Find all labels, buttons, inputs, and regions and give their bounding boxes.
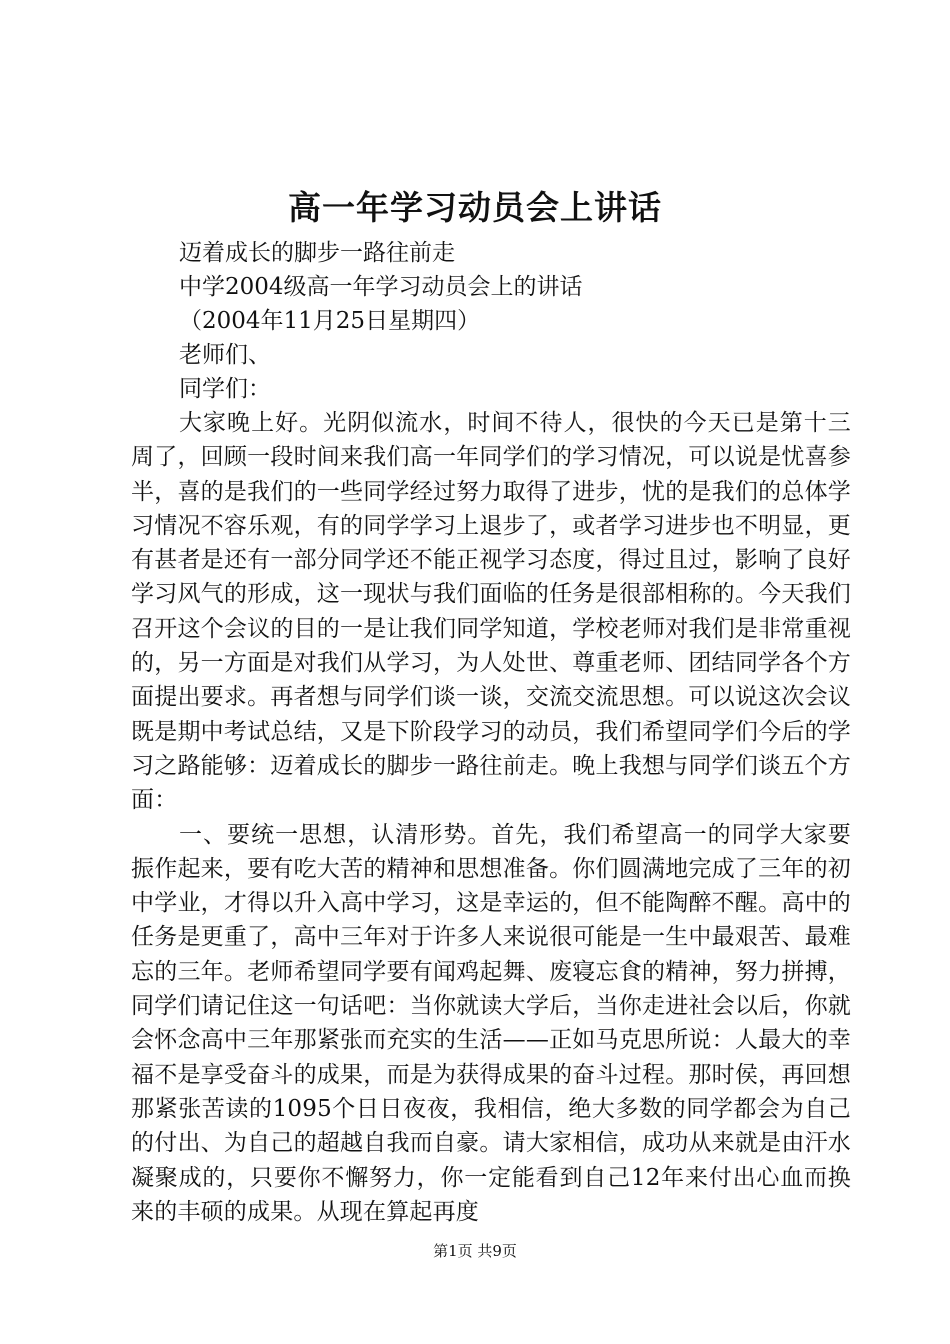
document-title: 高一年学习动员会上讲话 <box>288 188 662 227</box>
salutation-teachers: 老师们、 <box>179 342 271 368</box>
speech-occasion-line: 中学2004级高一年学习动员会上的讲话 <box>179 274 583 300</box>
body-paragraph: 一、要统一思想，认清形势。首先，我们希望高一的同学大家要振作起来，要有吃大苦的精神和思想准备。你们圆满地完成了三年的初中学业，才得以升入高中学习，这是幸运的，但不能陶醉不醒。高中的任务是更重了，高中三年对于许多人来说很可能是一生中最艰苦、最难忘的三年。老师希望同学要有闻鸡起舞、废寝忘食的精神，努力拼搏，同学们请记住这一句话吧：当你就读大学后，当你走进社会以后，你就会怀念高中三年那紧张而充实的生活——正如马克思所说：人最大的幸福不是享受奋斗的成果，而是为获得成果的奋斗过程。那时侯，再回想那紧张苦读的1095个日日夜夜，我相信，绝大多数的同学都会为自己的付出、为自己的超越自我而自豪。请大家相信，成功从来就是由汗水凝聚成的，只要你不懈努力，你一定能看到自己12年来付出心血而换来的丰硕的成果。从现在算起再度 <box>131 821 851 1225</box>
page-number-footer: 第1页 共9页 <box>433 1242 517 1260</box>
body-paragraph: 大家晚上好。光阴似流水，时间不待人，很快的今天已是第十三周了，回顾一段时间来我们高一年同学们的学习情况，可以说是忧喜参半，喜的是我们的一些同学经过努力取得了进步，忧的是我们的总体学习情况不容乐观，有的同学学习上退步了，或者学习进步也不明显，更有甚者是还有一部分同学还不能正视学习态度，得过且过，影响了良好学习风气的形成，这一现状与我们面临的任务是很部相称的。今天我们召开这个会议的目的一是让我们同学知道，学校老师对我们是非常重视的，另一方面是对我们从学习，为人处世、尊重老师、团结同学各个方面提出要求。再者想与同学们谈一谈，交流交流思想。可以说这次会议既是期中考试总结，又是下阶段学习的动员，我们希望同学们今后的学习之路能够：迈着成长的脚步一路往前走。晚上我想与同学们谈五个方面： <box>131 410 851 814</box>
speech-date-line: （2004年11月25日星期四） <box>179 308 481 334</box>
document-body <box>131 236 851 1229</box>
subtitle-line: 迈着成长的脚步一路往前走 <box>179 240 455 266</box>
salutation-students: 同学们： <box>179 376 271 402</box>
